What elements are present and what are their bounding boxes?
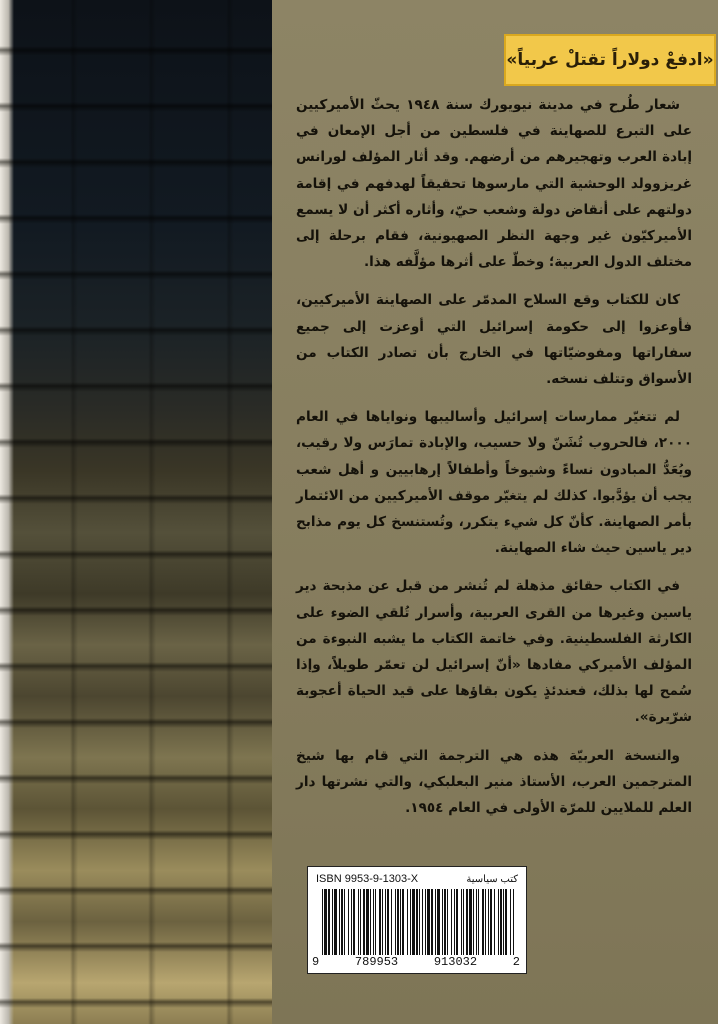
barcode-bar [425, 889, 426, 955]
barcode-bar [334, 889, 337, 955]
barcode-bar [513, 889, 514, 955]
barcode-bar [419, 889, 420, 955]
barcode-bar [437, 889, 440, 955]
blurb-paragraph-1: شعار طُرح في مدينة نيويورك سنة ١٩٤٨ يحثّ الأميركيين على التبرع للصهاينة في فلسطين من أجل الإمعان في إبادة العرب وتهجيرهم من أرضهم. وقد أثار المؤلف لورانس غريزوولد الوحشية التي مارسوها تحقيقاً لهدفهم في إقامة دولتهم على أنقاض دولة وشعب حيّ، وأثاره أكثر أن لا يسمع الأميركيّون غير وجهة النظر الصهيونية، فقام برحلة إلى مختلف الدول العربية؛ وخطّ على أثرها مؤلَّفه هذا. [296, 97, 692, 271]
barcode-bar [395, 889, 396, 955]
stone-wall-photo [0, 0, 272, 1024]
barcode-bar [322, 889, 323, 955]
barcode-bar [485, 889, 486, 955]
isbn-text: ISBN 9953-9-1303-X [316, 873, 419, 885]
barcode-digit-group-2: 913032 [433, 955, 478, 969]
barcode-digit-lead: 9 [312, 955, 320, 969]
barcode-bar [407, 889, 408, 955]
blurb-paragraph-3: لم تتغيّر ممارسات إسرائيل وأساليبها ونواياها في العام ٢٠٠٠، فالحروب تُشَنّ ولا حسيب، والإبادة تمارَس ولا رقيب، ويُعَدُّ المبادون نساءً وشيوخاً وأطفالاً إرهابيين و أهل شعب يجب أن يؤدَّبوا. كذلك لم يتغيّر موقف الأميركيين من الائتمار بأمر الصهاينة. كأنّ كل شيء يتكرر، وتُستنسخ كل يوم مذابح دير ياسين حيث شاء الصهاينة. [296, 409, 692, 557]
barcode-bar [482, 889, 484, 955]
barcode-bar [410, 889, 411, 955]
slogan-banner: «ادفعْ دولاراً تقتلْ عربياً» [504, 34, 716, 86]
barcode-bar [427, 889, 430, 955]
barcode-bar [476, 889, 477, 955]
barcode-bar [339, 889, 340, 955]
barcode-bar [385, 889, 386, 955]
barcode-bar [370, 889, 371, 955]
barcode-digits [312, 955, 520, 971]
barcode-bar [422, 889, 423, 955]
barcode-bar [488, 889, 489, 955]
barcode-bar [431, 889, 433, 955]
barcode-bar [451, 889, 452, 955]
barcode-bar [416, 889, 418, 955]
barcode-bar [366, 889, 369, 955]
barcode-bar [490, 889, 492, 955]
barcode-label [307, 866, 527, 974]
barcode-bar [503, 889, 504, 955]
barcode-bar [444, 889, 446, 955]
cover-edge [0, 0, 14, 1024]
barcode-bar [373, 889, 374, 955]
barcode-digit-check: 2 [512, 955, 520, 969]
blurb-paragraph-5: والنسخة العربيّة هذه هي الترجمة التي قام بها شيخ المترجمين العرب، الأستاذ منير البعلبكي، والتي نشرتها دار العلم للملايين للمرّة الأولى في العام ١٩٥٤. [296, 747, 692, 817]
blurb-paragraph-2: كان للكتاب وقع السلاح المدمّر على الصهاينة الأميركيين، فأوعزوا إلى حكومة إسرائيل التي أوعزت إلى جميع سفاراتها ومفوضيّاتها في الخارج بأن تصادر الكتاب من الأسواق وتتلف نسخه. [296, 292, 692, 388]
barcode-bar [412, 889, 415, 955]
barcode-bar [478, 889, 479, 955]
barcode-bar [473, 889, 474, 955]
barcode-bar [469, 889, 472, 955]
barcode-bar [505, 889, 507, 955]
barcode-bar [332, 889, 333, 955]
barcode-bar [382, 889, 383, 955]
barcode-bar [463, 889, 464, 955]
barcode-bar [391, 889, 392, 955]
barcode-bar [363, 889, 365, 955]
barcode-bar [442, 889, 443, 955]
barcode-bar [358, 889, 359, 955]
barcode-bar [387, 889, 389, 955]
barcode-bar [494, 889, 495, 955]
barcode-bar [402, 889, 404, 955]
category-text: كتب سياسية [466, 873, 518, 885]
barcode-bar [461, 889, 462, 955]
barcode-bar [500, 889, 502, 955]
barcode-bar [348, 889, 349, 955]
barcode-bar [328, 889, 330, 955]
barcode-bars [320, 889, 516, 955]
isbn-line [316, 871, 518, 887]
barcode-bar [435, 889, 436, 955]
barcode-bar [379, 889, 381, 955]
barcode-bar [341, 889, 343, 955]
barcode-bar [375, 889, 376, 955]
barcode-bar [447, 889, 448, 955]
barcode-bar [344, 889, 345, 955]
barcode-bar [324, 889, 327, 955]
barcode-bar [400, 889, 401, 955]
barcode-digit-group-1: 789953 [354, 955, 399, 969]
barcode-bar [360, 889, 361, 955]
barcode-bar [353, 889, 355, 955]
barcode-bar [456, 889, 458, 955]
barcode-bar [397, 889, 399, 955]
barcode-bar [351, 889, 352, 955]
barcode-bar [454, 889, 455, 955]
blurb-text [296, 92, 692, 833]
blurb-paragraph-4: في الكتاب حقائق مذهلة لم تُنشر من قبل عن مذبحة دير ياسين وغيرها من القرى العربية، وأسرار تُلقي الضوء على الكارثة الفلسطينية. وفي خاتمة الكتاب ما يشبه النبوءة من المؤلف الأميركي مفادها «أنّ إسرائيل لن تعمّر طويلاً، وإذا سُمح لها بذلك، فعندئذٍ يكون بقاؤها على قيد الحياة أعجوبة شرّيرة». [296, 578, 692, 726]
barcode-bar [466, 889, 468, 955]
barcode-bar [498, 889, 499, 955]
barcode-bar [510, 889, 511, 955]
